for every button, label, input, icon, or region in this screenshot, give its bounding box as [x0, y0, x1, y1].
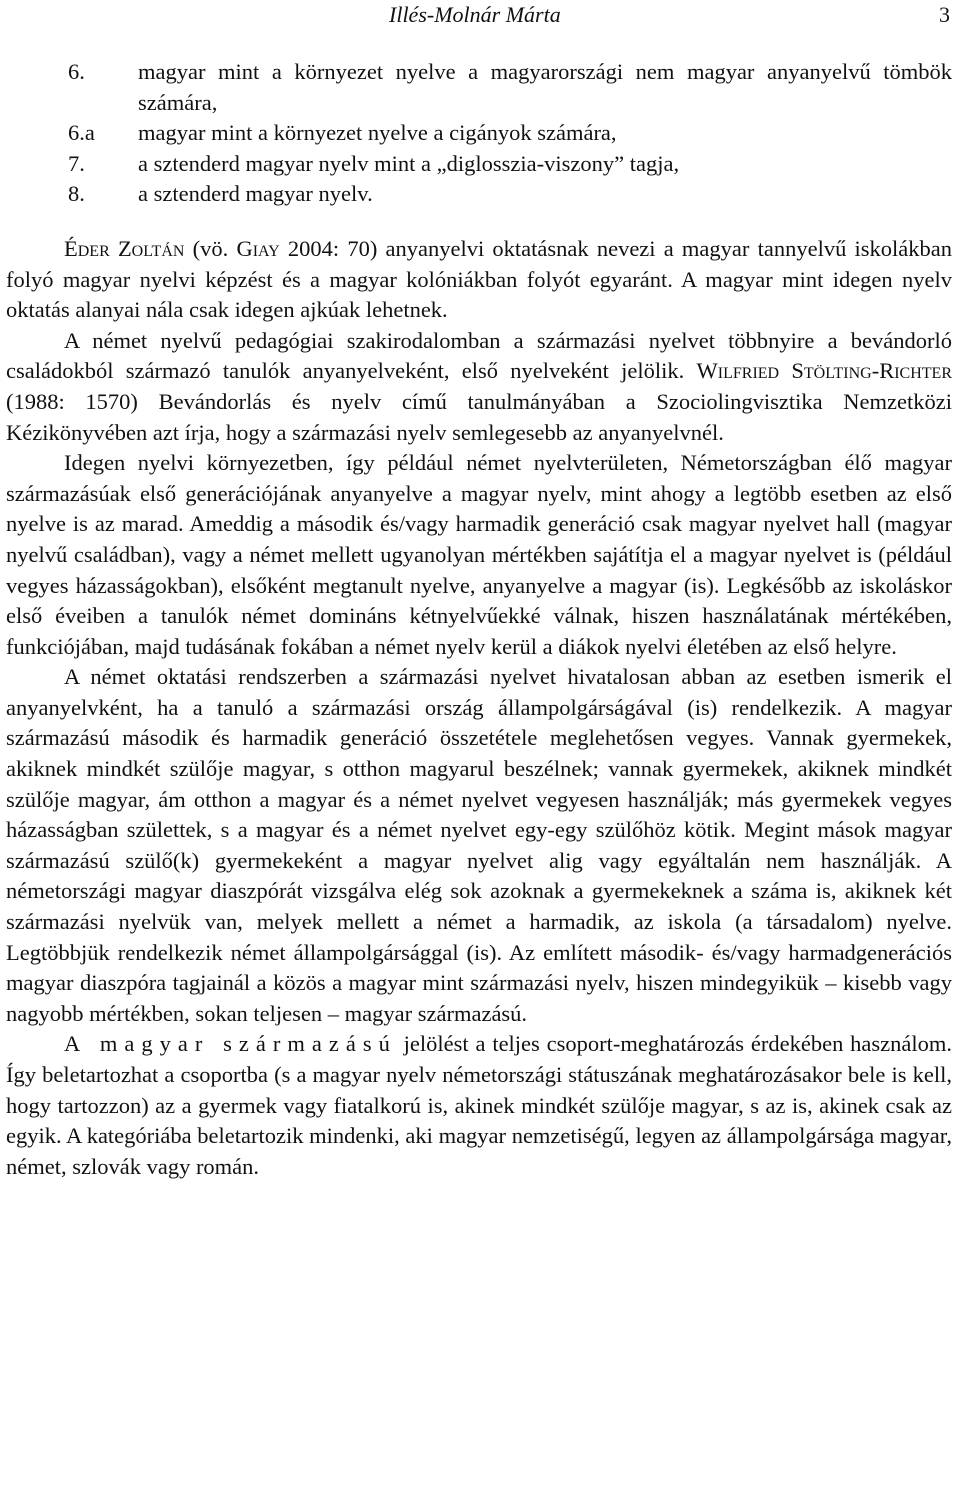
list-item-text: magyar mint a környezet nyelve a magyarországi nem magyar anyanyelvű tömbök számára,: [138, 59, 952, 115]
body-text: [6, 234, 952, 1182]
paragraph-4: A német oktatási rendszerben a származási nyelvet hivatalosan abban az esetben ismerik el anyanyelvként, ha a tanuló a származási ország állampolgárságával (is) rendelkezik. A magyar származású második és harmadik generáció összetétele meglehetősen vegyes. Vannak gyermekek, akiknek mindkét szülője magyar, s otthon magyarul beszélnek; vannak gyermekek, akiknek mindkét szülője magyar, ám otthon a magyar és a német nyelvet vegyesen használják; más gyermekek vegyes házasságban születtek, s a magyar és a német nyelvet egy-egy szülőhöz kötik. Megint mások magyar származású szülő(k) gyermekeként a magyar nyelvet alig vagy egyáltalán nem használják. A németországi magyar diaszpórát vizsgálva elég sok azoknak a gyermekeknek a száma is, akiknek két származási nyelvük van, melyek mellett a német a harmadik, az iskola (a társadalom) nyelve. Legtöbbjük rendelkezik német állampolgársággal (is). Az említett második- és/vagy harmadgenerációs magyar diaszpóra tagjainál a közös a magyar mint származási nyelv, hiszen mindegyikük – kisebb vagy nagyobb mértékben, sokan teljesen – magyar származású.: [6, 664, 952, 1026]
running-header-author: Illés-Molnár Márta: [389, 2, 561, 27]
list-item: [6, 57, 952, 118]
list-item-text: a sztenderd magyar nyelv mint a „diglosszia-viszony” tagja,: [138, 150, 680, 176]
list-item: [6, 179, 952, 210]
paragraph-5: [6, 1029, 952, 1182]
list-item-number: 6.a: [68, 120, 95, 146]
author-name-eder: Éder Zoltán: [64, 235, 185, 261]
list-item-number: 8.: [68, 181, 85, 207]
list-item-number: 6.: [68, 59, 85, 84]
paragraph-3: Idegen nyelvi környezetben, így például német nyelvterületen, Németországban élő magyar származásúak első generációjának anyanyelve a magyar nyelv, mint ahogy a legtöbb esetben az első nyelve is az marad. Ameddig a második és/vagy harmadik generáció csak magyar nyelvet hall (magyar nyelvű családban), vagy a német mellett ugyanolyan mértékben sajátítja el a magyar nyelvet is (például vegyes házasságokban), elsőként megtanult nyelve, anyanyelve a magyar (is). Legkésőbb az iskoláskor első éveiben a tanulók német domináns kétnyelvűekké válnak, hiszen használatának mértékében, funkciójában, majd tudásának fokában a német nyelv kerül a diákok nyelvi életében az első helyre.: [6, 450, 952, 659]
spaced-term: A magyar származású: [64, 1031, 397, 1057]
paragraph-2: [6, 326, 952, 448]
page-number: 3: [939, 2, 950, 27]
paragraph-1-text-a: (vö.: [184, 235, 237, 261]
list-item: [6, 149, 952, 180]
paragraph-2-text-a: A német nyelvű pedagógiai szakirodalomban a származási nyelvet többnyire a bevándorló családokból származó tanulók anyanyelveként, első nyelveként jelölik.: [6, 327, 952, 384]
list-item-text: a sztenderd magyar nyelv.: [138, 181, 373, 207]
paragraph-1: [6, 234, 952, 326]
author-name-giay: Giay: [236, 235, 280, 261]
list-item-number: 7.: [68, 150, 85, 176]
list-item-text: magyar mint a környezet nyelve a cigányok számára,: [138, 120, 617, 146]
paragraph-5-text: jelölést a teljes csoport-meghatározás érdekében használom. Így beletartozhat a csoportba (s a magyar nyelv németországi státuszának meghatározásakor bele is kell, hogy tartozzon) az a gyermek vagy fiatalkorú is, akinek mindkét szülője magyar, s az is, akinek csak az egyik. A kategóriába beletartozik mindenki, aki magyar nemzetiségű, legyen az állampolgársága magyar, német, szlovák vagy román.: [6, 1031, 952, 1179]
numbered-list: [6, 57, 952, 210]
author-name-stolting-richter: Wilfried Stölting-Richter: [696, 358, 952, 384]
paragraph-1-text-b: 2004: 70) anyanyelvi oktatásnak nevezi a magyar tannyelvű iskolákban folyó magyar nyelvi képzést és a magyar kolóniákban folyót egyaránt. A magyar mint idegen nyelv oktatás alanyai nála csak idegen ajkúak lehetnek.: [6, 235, 952, 323]
paragraph-2-text-b: (1988: 1570) Bevándorlás és nyelv című tanulmányában a Szociolingvisztika Nemzetközi Kézikönyvében azt írja, hogy a származási nyelv semlegesebb az anyanyelvnél.: [6, 388, 952, 445]
running-header: [6, 0, 952, 30]
list-item: [6, 118, 952, 149]
